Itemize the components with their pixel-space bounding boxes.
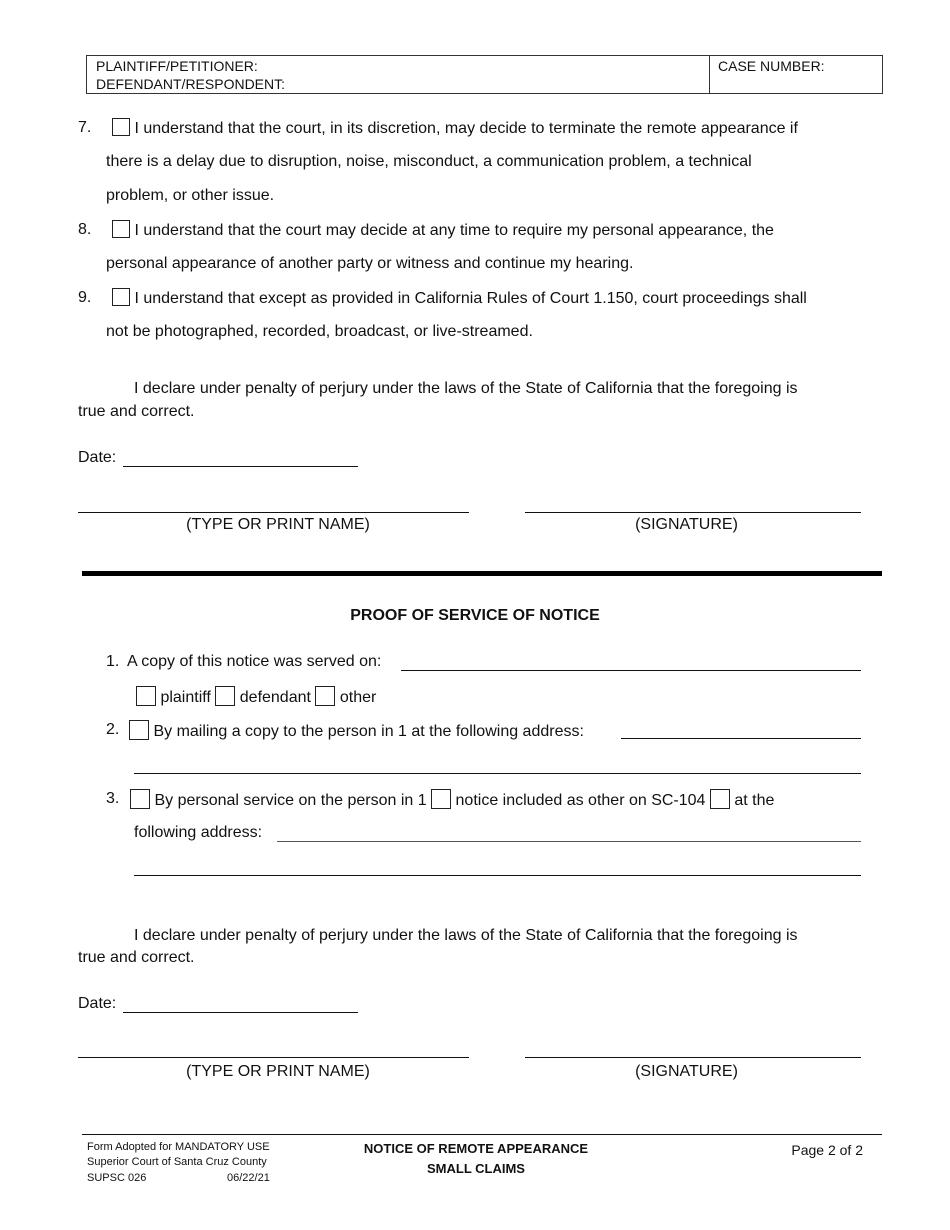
date-1-label: Date: xyxy=(78,449,117,466)
section-divider xyxy=(82,571,882,576)
proof-item-3-text-b: notice included as other on SC-104 xyxy=(455,792,706,809)
item-8-line2: personal appearance of another party or witness and continue my hearing. xyxy=(106,255,634,272)
footer-form-date: 06/22/21 xyxy=(227,1172,270,1184)
signature-1-input[interactable] xyxy=(525,494,861,513)
signature-2-input[interactable] xyxy=(525,1039,861,1058)
proof-item-3-line2: following address: xyxy=(134,824,263,841)
defendant-checkbox[interactable] xyxy=(215,686,235,706)
header-divider xyxy=(709,56,710,93)
name-2-input[interactable] xyxy=(78,1039,469,1058)
footer-title-line2: SMALL CLAIMS xyxy=(427,1161,525,1176)
address-checkbox[interactable] xyxy=(710,789,730,809)
item-8-number: 8. xyxy=(78,221,92,238)
item-8-line1 xyxy=(112,220,774,241)
item-7-number: 7. xyxy=(78,119,92,136)
personal-service-address-input[interactable] xyxy=(277,823,861,842)
defendant-label: DEFENDANT/RESPONDENT: xyxy=(96,76,286,92)
personal-service-checkbox[interactable] xyxy=(130,789,150,809)
other-checkbox[interactable] xyxy=(315,686,335,706)
footer-adopted: Form Adopted for MANDATORY USE xyxy=(87,1141,270,1153)
footer-court: Superior Court of Santa Cruz County xyxy=(87,1156,267,1168)
footer-form-id: SUPSC 026 xyxy=(87,1172,147,1184)
item-9-text: I understand that except as provided in California Rules of Court 1.150, court proceedings shall xyxy=(134,290,807,307)
item-9-checkbox[interactable] xyxy=(112,288,130,306)
item-8-text: I understand that the court may decide at any time to require my personal appearance, the xyxy=(134,222,774,239)
plaintiff-label: PLAINTIFF/PETITIONER: xyxy=(96,58,258,74)
proof-item-1-text: A copy of this notice was served on: xyxy=(127,653,382,670)
declaration-2-line1: I declare under penalty of perjury under the laws of the State of California that the foregoing is xyxy=(134,927,798,944)
item-7-text: I understand that the court, in its discretion, may decide to terminate the remote appearance if xyxy=(134,120,798,137)
date-1-input[interactable] xyxy=(123,448,358,467)
plaintiff-checkbox[interactable] xyxy=(136,686,156,706)
date-2-input[interactable] xyxy=(123,994,358,1013)
proof-item-3-number: 3. xyxy=(106,790,120,807)
proof-item-3-text-c: at the xyxy=(734,792,775,809)
proof-item-2-number: 2. xyxy=(106,721,120,738)
name-1-caption: (TYPE OR PRINT NAME) xyxy=(186,516,370,533)
mailing-address-input[interactable] xyxy=(621,720,861,739)
name-2-caption: (TYPE OR PRINT NAME) xyxy=(186,1063,370,1080)
party-options xyxy=(136,686,376,708)
other-option-label: other xyxy=(339,689,377,706)
case-number-label: CASE NUMBER: xyxy=(718,58,825,74)
footer-title-line1: NOTICE OF REMOTE APPEARANCE xyxy=(363,1141,589,1156)
served-on-input[interactable] xyxy=(401,652,861,671)
proof-title: PROOF OF SERVICE OF NOTICE xyxy=(350,607,600,624)
plaintiff-option-label: plaintiff xyxy=(160,689,211,706)
item-7-line2: there is a delay due to disruption, noise, misconduct, a communication problem, a technical xyxy=(106,153,752,170)
item-7-line1 xyxy=(112,118,798,139)
item-9-line2: not be photographed, recorded, broadcast, or live-streamed. xyxy=(106,323,533,340)
declaration-2-line2: true and correct. xyxy=(78,949,195,966)
item-7-line3: problem, or other issue. xyxy=(106,187,275,204)
signature-2-caption: (SIGNATURE) xyxy=(635,1063,738,1080)
date-2-label: Date: xyxy=(78,995,117,1012)
declaration-1-line1: I declare under penalty of perjury under the laws of the State of California that the foregoing is xyxy=(134,380,798,397)
proof-item-2-text: By mailing a copy to the person in 1 at the following address: xyxy=(153,723,584,740)
footer-rule xyxy=(82,1134,882,1135)
item-8-checkbox[interactable] xyxy=(112,220,130,238)
case-header-box xyxy=(86,55,883,94)
personal-service-address-line2-input[interactable] xyxy=(134,857,861,876)
proof-item-3-line1 xyxy=(130,789,774,811)
name-1-input[interactable] xyxy=(78,494,469,513)
mailing-address-line2-input[interactable] xyxy=(134,755,861,774)
declaration-1-line2: true and correct. xyxy=(78,403,195,420)
mailing-checkbox[interactable] xyxy=(129,720,149,740)
defendant-option-label: defendant xyxy=(239,689,311,706)
item-7-checkbox[interactable] xyxy=(112,118,130,136)
item-9-line1 xyxy=(112,288,807,309)
notice-other-checkbox[interactable] xyxy=(431,789,451,809)
page-number: Page 2 of 2 xyxy=(791,1142,863,1158)
item-9-number: 9. xyxy=(78,289,92,306)
proof-item-3-text-a: By personal service on the person in 1 xyxy=(154,792,427,809)
signature-1-caption: (SIGNATURE) xyxy=(635,516,738,533)
proof-item-1-number: 1. xyxy=(106,653,120,670)
proof-item-2-line xyxy=(129,720,584,742)
